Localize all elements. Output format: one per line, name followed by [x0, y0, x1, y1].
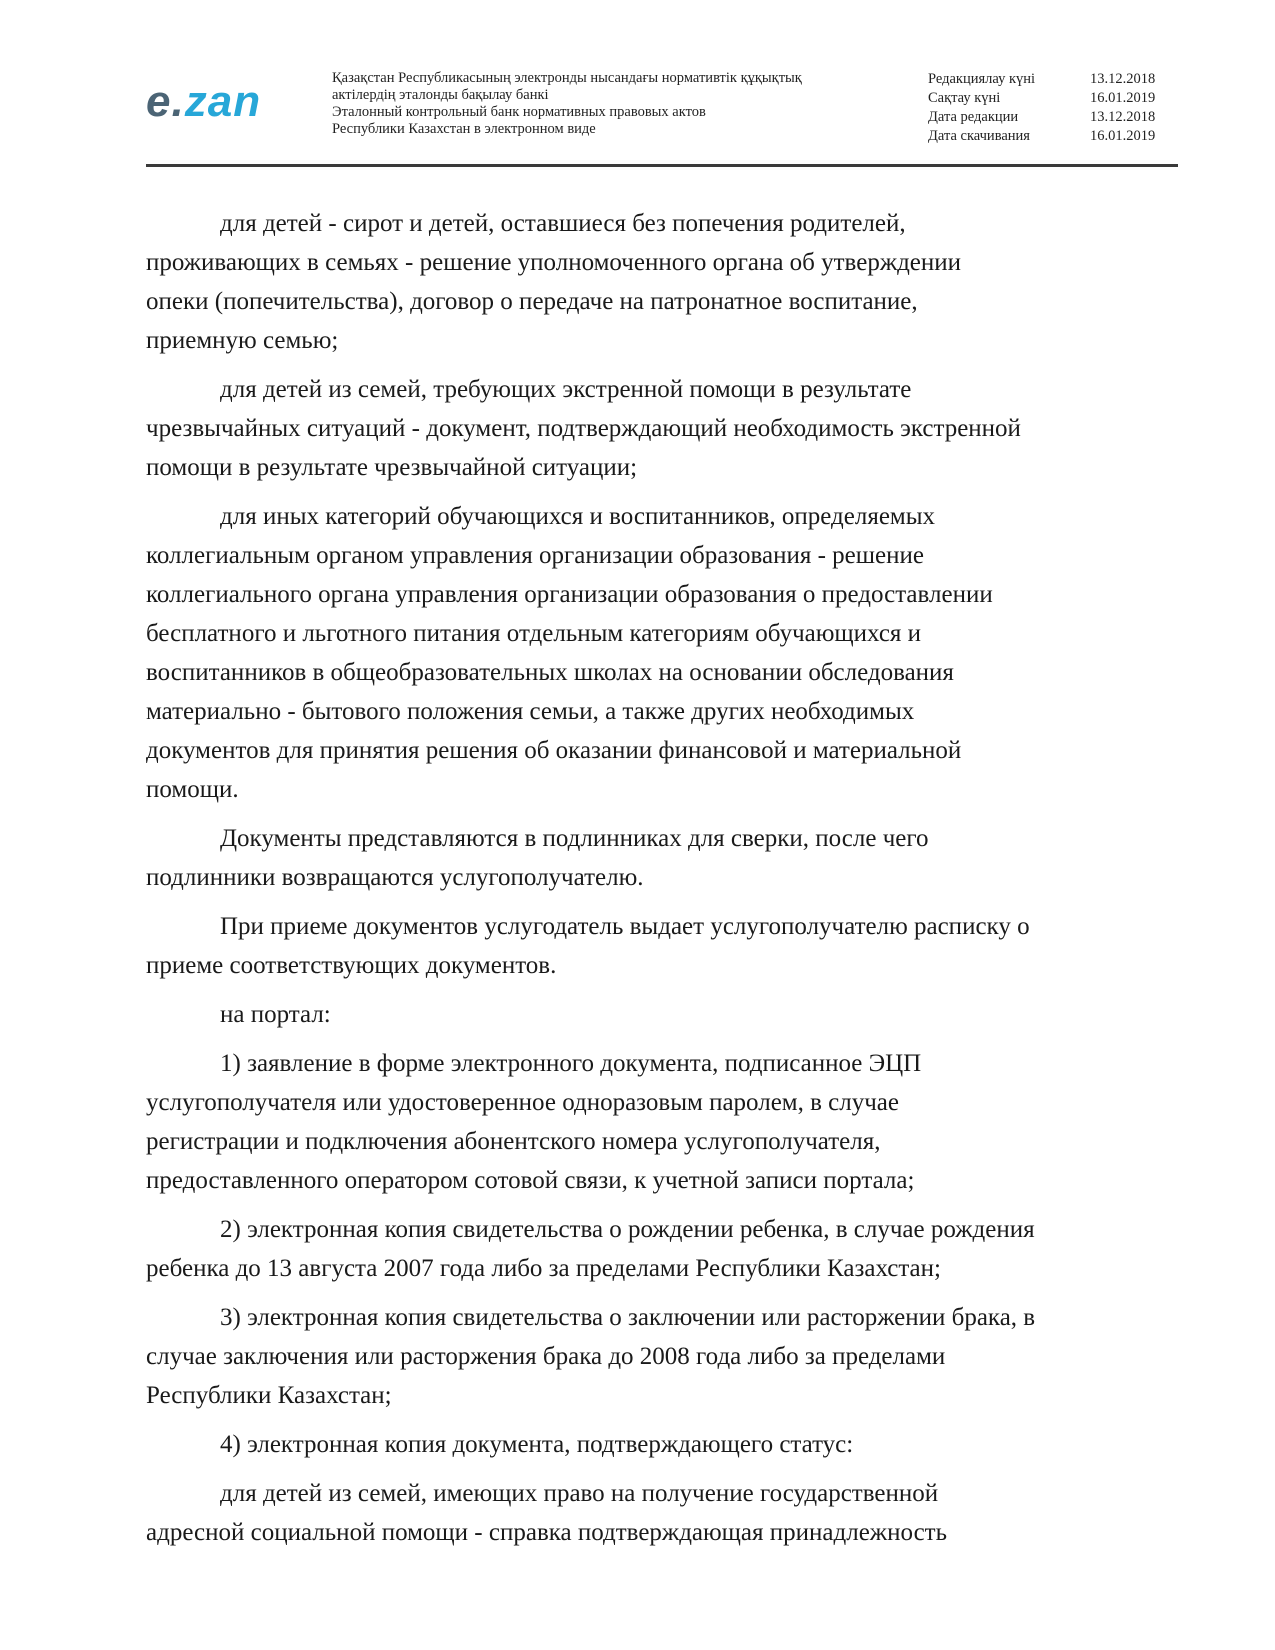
paragraph-line: 4) электронная копия документа, подтверждающего статус: — [220, 1431, 854, 1458]
paragraph-line: подлинники возвращаются услугополучателю. — [146, 864, 644, 891]
paragraph-line: бесплатного и льготного питания отдельным категориям обучающихся и — [146, 620, 922, 647]
paragraph-line: 1) заявление в форме электронного документа, подписанное ЭЦП — [220, 1050, 922, 1077]
header-divider — [146, 164, 1178, 167]
paragraph-line: приемную семью; — [146, 327, 339, 354]
paragraph-line: 2) электронная копия свидетельства о рождении ребенка, в случае рождения — [220, 1216, 1035, 1243]
meta-value: 13.12.2018 — [1090, 71, 1156, 87]
body-paragraph — [146, 1298, 1178, 1415]
meta-value: 13.12.2018 — [1090, 109, 1156, 125]
body-paragraph — [146, 995, 1178, 1034]
paragraph-line: материально - бытового положения семьи, а также других необходимых — [146, 698, 915, 725]
meta-value: 16.01.2019 — [1090, 128, 1156, 144]
paragraph-line: для детей из семей, имеющих право на получение государственной — [220, 1480, 939, 1507]
meta-label: Дата скачивания — [928, 128, 1030, 144]
paragraph-line: чрезвычайных ситуаций - документ, подтверждающий необходимость экстренной — [146, 415, 1021, 442]
logo-e: e — [146, 77, 172, 126]
paragraph-line: предоставленного оператором сотовой связи, к учетной записи портала; — [146, 1167, 915, 1194]
body-paragraph — [146, 907, 1178, 985]
paragraph-line: на портал: — [220, 1001, 331, 1028]
paragraph-line: При приеме документов услугодатель выдает услугополучателю расписку о — [220, 913, 1030, 940]
meta-label: Сақтау күні — [928, 90, 1001, 106]
document-header — [146, 66, 1176, 162]
paragraph-line: услугополучателя или удостоверенное одноразовым паролем, в случае — [146, 1089, 900, 1116]
meta-label: Редакциялау күні — [928, 71, 1036, 87]
paragraph-line: адресной социальной помощи - справка подтверждающая принадлежность — [146, 1519, 948, 1546]
body-paragraph — [146, 1474, 1178, 1552]
logo-zan: zan — [184, 77, 262, 126]
body-paragraph — [146, 370, 1178, 487]
paragraph-line: помощи. — [146, 776, 239, 803]
paragraph-line: ребенка до 13 августа 2007 года либо за пределами Республики Казахстан; — [146, 1255, 941, 1282]
body-paragraph — [146, 204, 1178, 360]
body-paragraph — [146, 1044, 1178, 1200]
paragraph-line: документов для принятия решения об оказании финансовой и материальной — [146, 737, 962, 764]
body-paragraph — [146, 497, 1178, 809]
header-description-line: Эталонный контрольный банк нормативных правовых актов — [332, 104, 706, 120]
header-description — [332, 70, 892, 138]
paragraph-line: Республики Казахстан; — [146, 1382, 392, 1409]
paragraph-line: регистрации и подключения абонентского номера услугополучателя, — [146, 1128, 881, 1155]
meta-row-save-date-kz — [928, 89, 1178, 108]
paragraph-line: для иных категорий обучающихся и воспитанников, определяемых — [220, 503, 936, 530]
header-description-line: Республики Казахстан в электронном виде — [332, 121, 596, 137]
header-description-line: Қазақстан Республикасының электронды нысандағы нормативтік құқықтық — [332, 70, 802, 86]
paragraph-line: приеме соответствующих документов. — [146, 952, 557, 979]
document-body — [146, 204, 1178, 1562]
paragraph-line: 3) электронная копия свидетельства о заключении или расторжении брака, в — [220, 1304, 1036, 1331]
paragraph-line: помощи в результате чрезвычайной ситуации; — [146, 454, 638, 481]
meta-value: 16.01.2019 — [1090, 90, 1156, 106]
meta-row-edit-date-kz — [928, 70, 1178, 89]
paragraph-line: для детей из семей, требующих экстренной помощи в результате — [220, 376, 912, 403]
header-description-line: актілердің эталонды бақылау банкі — [332, 87, 549, 103]
paragraph-line: воспитанников в общеобразовательных школах на основании обследования — [146, 659, 954, 686]
ezan-logo — [146, 77, 262, 126]
paragraph-line: коллегиальным органом управления организации образования - решение — [146, 542, 924, 569]
meta-row-download-date-ru — [928, 127, 1178, 146]
body-paragraph — [146, 819, 1178, 897]
meta-row-edit-date-ru — [928, 108, 1178, 127]
paragraph-line: коллегиального органа управления организации образования о предоставлении — [146, 581, 993, 608]
body-paragraph — [146, 1210, 1178, 1288]
body-paragraph — [146, 1425, 1178, 1464]
paragraph-line: проживающих в семьях - решение уполномоченного органа об утверждении — [146, 249, 962, 276]
paragraph-line: для детей - сирот и детей, оставшиеся без попечения родителей, — [220, 210, 906, 237]
paragraph-line: случае заключения или расторжения брака до 2008 года либо за пределами — [146, 1343, 946, 1370]
header-meta — [928, 70, 1178, 146]
paragraph-line: опеки (попечительства), договор о передаче на патронатное воспитание, — [146, 288, 918, 315]
meta-label: Дата редакции — [928, 109, 1019, 125]
paragraph-line: Документы представляются в подлинниках для сверки, после чего — [220, 825, 929, 852]
logo-dot: . — [171, 77, 185, 126]
